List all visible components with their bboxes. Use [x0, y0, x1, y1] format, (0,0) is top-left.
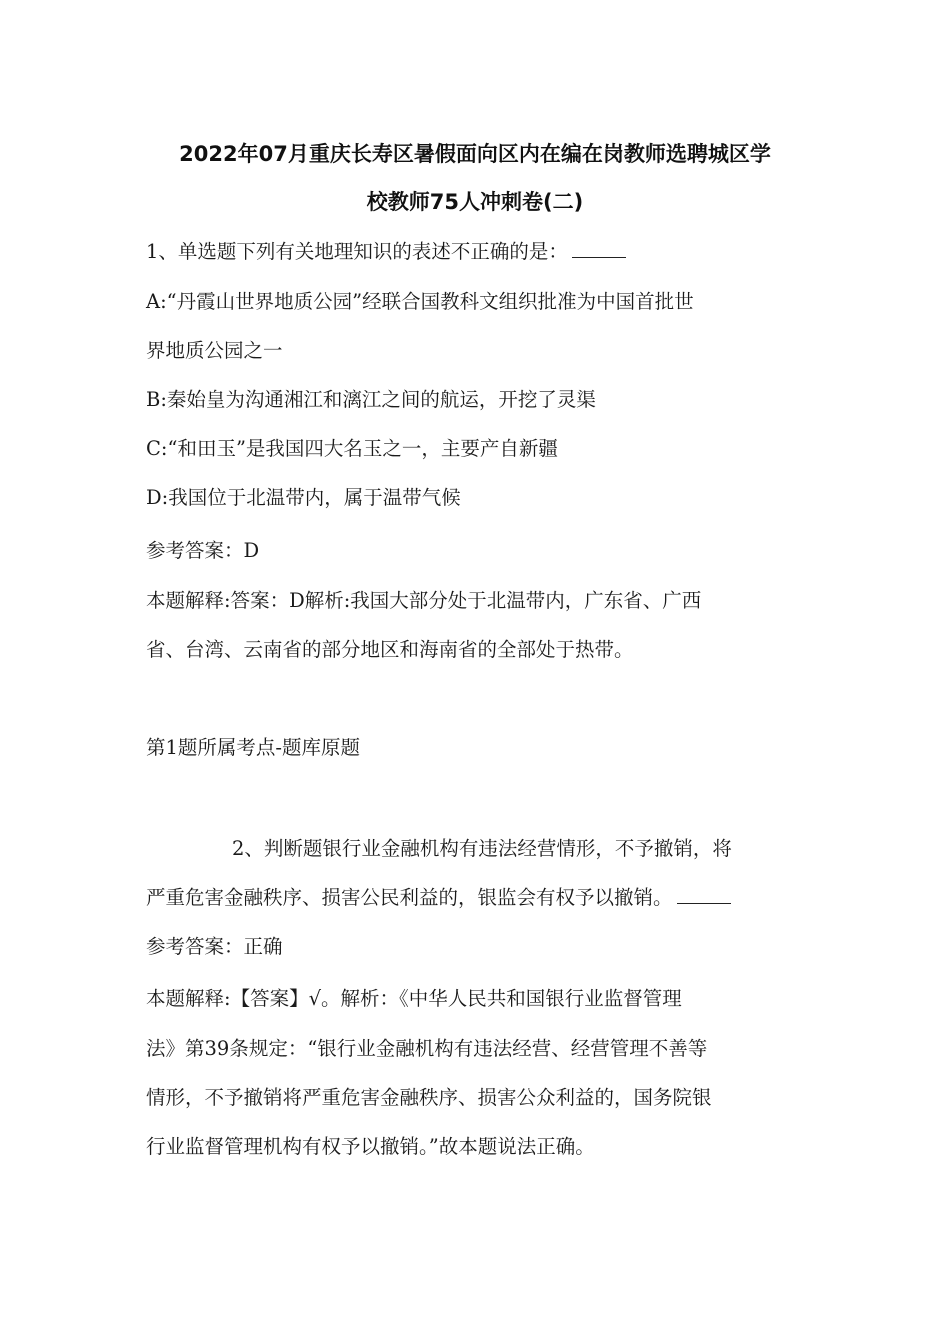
question-1-option-b: B:秦始皇为沟通湘江和漓江之间的航运，开挖了灵渠 — [146, 388, 596, 411]
question-1-answer: 参考答案：D — [146, 539, 260, 562]
question-2-explanation-line-3: 情形，不予撤销将严重危害金融秩序、损害公众利益的，国务院银 — [146, 1086, 712, 1109]
question-1-explanation-line-1: 本题解释:答案：D解析:我国大部分处于北温带内，广东省、广西 — [146, 589, 702, 612]
question-2-answer: 参考答案：正确 — [146, 935, 283, 958]
question-1-option-a-line-1: A:“丹霞山世界地质公园”经联合国教科文组织批准为中国首批世 — [146, 290, 694, 313]
answer-blank — [677, 883, 731, 904]
question-1-option-d: D:我国位于北温带内，属于温带气候 — [146, 486, 461, 509]
question-1-option-a-line-2: 界地质公园之一 — [146, 339, 283, 362]
question-2-explanation-line-1: 本题解释:【答案】√。解析：《中华人民共和国银行业监督管理 — [146, 987, 682, 1010]
question-1-stem — [146, 237, 806, 267]
answer-blank — [572, 237, 626, 258]
question-1-option-c: C:“和田玉”是我国四大名玉之一，主要产自新疆 — [146, 437, 558, 460]
question-1-explanation-line-2: 省、台湾、云南省的部分地区和海南省的全部处于热带。 — [146, 638, 634, 661]
document-title-line-1: 2022年07月重庆长寿区暑假面向区内在编在岗教师选聘城区学 — [179, 142, 771, 166]
question-2-explanation-line-4: 行业监督管理机构有权予以撤销。”故本题说法正确。 — [146, 1135, 595, 1158]
question-1-topic: 第1题所属考点-题库原题 — [146, 736, 360, 759]
question-1-stem-text: 1、单选题下列有关地理知识的表述不正确的是： — [146, 240, 568, 263]
document-title-line-2: 校教师75人冲刺卷(二) — [366, 190, 584, 214]
question-2-explanation-line-2: 法》第39条规定：“银行业金融机构有违法经营、经营管理不善等 — [146, 1037, 708, 1060]
question-2-stem-line-1: 2、判断题银行业金融机构有违法经营情形，不予撤销，将 — [232, 837, 732, 860]
question-2-stem-line-2-text: 严重危害金融秩序、损害公民利益的，银监会有权予以撤销。 — [146, 886, 673, 909]
question-2-stem-line-2 — [146, 883, 806, 913]
